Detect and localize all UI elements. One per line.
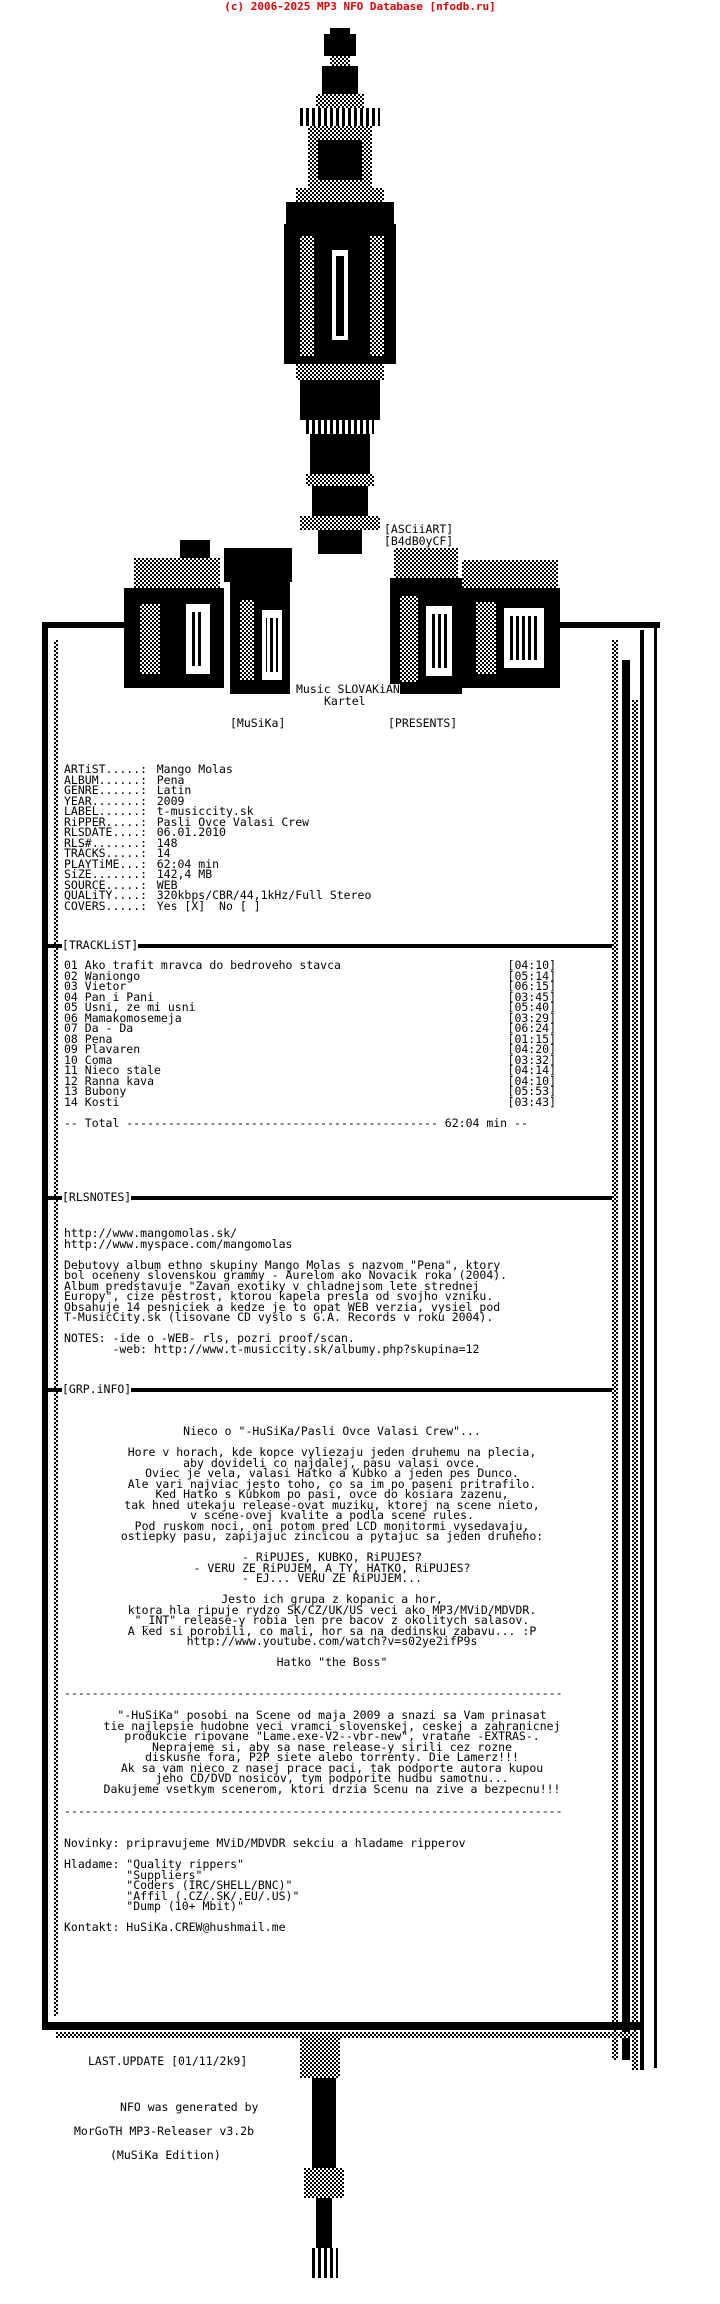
plug-art bbox=[284, 28, 396, 554]
grpinfo-contact: Novinky: pripravujeme MViD/MDVDR sekciu a hladame ripperov Hladame: "Quality rippers" "Suppliers" "Coders (IRC/SHELL/BNC)" "Affil (.CZ/.SK/.EU/.US)" "Dump (10+ Mbit)" Kontakt: HuSiKa.CREW@hushmail.me bbox=[64, 1836, 466, 1934]
grpinfo-divider-top: ------------------------------------------------------------------------ bbox=[64, 1686, 563, 1700]
track-time: [06:15] bbox=[507, 979, 556, 993]
generator-name: MorGoTH MP3-Releaser v3.2b bbox=[74, 2124, 255, 2138]
track-title: 03 Vietor bbox=[64, 979, 127, 993]
track-time: [03:32] bbox=[507, 1052, 556, 1067]
info-value: Pasli Ovce Valasi Crew bbox=[156, 814, 310, 829]
info-label: TRACKS.....: bbox=[64, 846, 148, 860]
track-time: [03:45] bbox=[507, 989, 556, 1004]
track-row bbox=[64, 1094, 556, 1109]
info-value: 2009 bbox=[156, 793, 185, 808]
info-label: YEAR.......: bbox=[64, 793, 148, 808]
info-label: QUALiTY....: bbox=[64, 888, 148, 902]
track-title: 05 Usni, ze mi usni bbox=[64, 1000, 196, 1014]
track-row bbox=[64, 1044, 556, 1055]
track-row bbox=[64, 1086, 556, 1097]
info-value: 320kbps/CBR/44,1kHz/Full Stereo bbox=[156, 888, 372, 902]
track-time: [04:10] bbox=[507, 958, 556, 972]
track-title: 13 Bubony bbox=[64, 1084, 127, 1098]
info-value: 14 bbox=[156, 846, 171, 860]
ascii-art-tag: [ASCiiART] bbox=[384, 522, 454, 536]
track-row bbox=[64, 1023, 556, 1034]
generated-by: NFO was generated by bbox=[120, 2100, 259, 2114]
grpinfo-story: Nieco o "-HuSiKa/Pasli Ovce Valasi Crew"... Hore v horach, kde kopce vyliezaju jeden druhemu na plecia, aby dovideli co najdalej, pasu valasi ovce. Oviec je vela, valasi Hatko a Kubko a jeden pes Dunco. Ale vari najviac jesto toho, co sa im po paseni pritrafilo. Ked Hatko s Kubkom po pasi, ovce do kosiara zazenu, tak hned utekaju release-ovat muziku, ktorej na scene nieto, v scene-ovej kvalite a podla scene rules. Pod ruskom noci, oni potom pred LCD monitormi vysedavaju, ostiepky pasu, zapijajuc zincicou a pytajuc sa jeden druheho: - RiPUJES, KUBKO, RiPUJES? - VERU ZE RiPUJEM, A TY, HATKO, RiPUJES? - EJ... VERU ZE RiPUJEM... Jesto ich grupa z kopanic a hor, ktora hla ripuje rydzo SK/CZ/UK/US veci ako MP3/MViD/MDVDR. "_INT" release-y robia len pre bacov z okolitych salasov. A ked si porobili, co mali, hor sa na dedinsku zabavu... :P http://www.youtube.com/watch?v=s02ye2ifP9s Hatko "the Boss" bbox=[120, 1424, 544, 1669]
info-value: 62:04 min bbox=[156, 856, 220, 871]
info-label: ALBUM......: bbox=[64, 772, 148, 787]
track-title: 07 Da - Da bbox=[64, 1021, 134, 1035]
track-time: [01:15] bbox=[507, 1031, 556, 1046]
track-title: 12 Ranna kava bbox=[64, 1073, 155, 1088]
tracklist-heading: [TRACKLiST] bbox=[62, 938, 139, 952]
presents-tag: [PRESENTS] bbox=[388, 716, 458, 730]
track-title: 01 Ako trafit mravca do bedroveho stavca bbox=[64, 958, 341, 972]
info-value: Latin bbox=[156, 783, 192, 797]
info-value: Yes [X] No [ ] bbox=[156, 898, 261, 913]
info-label: RLS#.......: bbox=[64, 835, 148, 850]
track-row bbox=[64, 1010, 556, 1025]
info-label: GENRE......: bbox=[64, 783, 148, 797]
info-label: SiZE.......: bbox=[64, 867, 148, 881]
logo-caption-1: Music SLOVAKiAN bbox=[296, 682, 400, 696]
track-time: [04:20] bbox=[507, 1042, 556, 1056]
info-value: 148 bbox=[156, 835, 178, 850]
info-label: SOURCE.....: bbox=[64, 877, 148, 892]
site-copyright: (c) 2006-2025 MP3 NFO Database [nfodb.ru] bbox=[224, 0, 496, 13]
info-value: WEB bbox=[156, 877, 178, 892]
info-value: 06.01.2010 bbox=[156, 825, 226, 839]
track-title: 04 Pan i Pani bbox=[64, 989, 155, 1004]
track-title: 02 Waniongo bbox=[64, 968, 141, 983]
release-info bbox=[64, 758, 372, 913]
generator-edition: (MuSiKa Edition) bbox=[110, 2148, 221, 2162]
musika-tag: [MuSiKa] bbox=[230, 716, 286, 730]
info-label: PLAYTiME...: bbox=[64, 856, 148, 871]
rlsnotes-body: http://www.mangomolas.sk/ http://www.myspace.com/mangomolas Debutovy album ethno skupiny Mango Molas s nazvom "Pena", ktory bol oceneny slovenskou grammy - Aurelom ako Novacik roka (2004). Album predstavuje "Zavan exotiky v chladnejsom lete strednej Europy", cize pestrost, ktorou kapela presla od svojho vzniku. Obsahuje 14 pesniciek a kedze je to opat WEB verzia, vysiel pod T-MusicCity.sk (lisovane CD vyslo s G.A. Records v roku 2004). NOTES: -ide o -WEB- rls, pozri proof/scan. -web: http://www.t-musiccity.sk/albumy.php?skupina=12 bbox=[64, 1226, 508, 1356]
info-label: RiPPER.....: bbox=[64, 814, 148, 829]
info-label: LABEL......: bbox=[64, 804, 148, 818]
grpinfo-heading: [GRP.iNFO] bbox=[62, 1382, 132, 1396]
track-time: [04:10] bbox=[507, 1073, 556, 1088]
last-update: LAST.UPDATE [01/11/2k9] bbox=[88, 2054, 248, 2068]
info-label: COVERS.....: bbox=[64, 898, 148, 913]
track-time: [03:29] bbox=[507, 1010, 556, 1025]
track-time: [05:53] bbox=[507, 1084, 556, 1098]
track-time: [04:14] bbox=[507, 1063, 556, 1077]
grpinfo-mission: "-HuSiKa" posobi na Scene od maja 2009 a snazi sa Vam prinasat tie najlepsie hudobne veci vramci slovenskej, ceskej a zahranicnej produkcie ripovane "Lame.exe-V2--vbr-new", vratane -EXTRAS-. Neprajeme si, aby sa nase release-y sirili cez rozne diskusne fora, P2P siete alebo torrenty. Die Lamerz!!! Ak sa vam nieco z nasej prace paci, tak podporte autora kupou jeho CD/DVD nosicov, tym podporite hudbu samotnu... Dakujeme vsetkym scenerom, ktori drzia Scenu na zive a bezpecnu!!! bbox=[103, 1708, 561, 1796]
logo-caption-2: Kartel bbox=[324, 694, 366, 708]
track-time: [06:24] bbox=[507, 1021, 556, 1035]
track-time: [05:40] bbox=[507, 1000, 556, 1014]
info-label: ARTiST.....: bbox=[64, 762, 148, 776]
rlsnotes-heading: [RLSNOTES] bbox=[62, 1190, 132, 1204]
track-row bbox=[64, 1073, 556, 1088]
track-title: 10 Coma bbox=[64, 1052, 113, 1067]
track-time: [03:43] bbox=[507, 1094, 556, 1109]
tracklist bbox=[64, 960, 556, 1128]
info-value: t-musiccity.sk bbox=[156, 804, 254, 818]
track-row bbox=[64, 968, 556, 983]
info-label: RLSDATE....: bbox=[64, 825, 148, 839]
track-time: [05:14] bbox=[507, 968, 556, 983]
tracklist-total: -- Total --------------------------------------------- 62:04 min -- bbox=[64, 1115, 528, 1130]
info-value: Pena bbox=[156, 772, 185, 787]
track-title: 06 Mamakomosemeja bbox=[64, 1010, 182, 1025]
logo-blocks bbox=[124, 540, 560, 694]
cable-art bbox=[300, 2038, 344, 2278]
info-value: 142,4 MB bbox=[156, 867, 213, 881]
info-value: Mango Molas bbox=[156, 762, 233, 776]
track-title: 11 Nieco stale bbox=[64, 1063, 161, 1077]
track-title: 14 Kosti bbox=[64, 1094, 120, 1109]
grpinfo-divider-bottom: ------------------------------------------------------------------------ bbox=[64, 1804, 563, 1818]
track-title: 08 Pena bbox=[64, 1031, 113, 1046]
artist-tag: [B4dB0yCF] bbox=[384, 534, 454, 548]
track-title: 09 Plavaren bbox=[64, 1042, 141, 1056]
